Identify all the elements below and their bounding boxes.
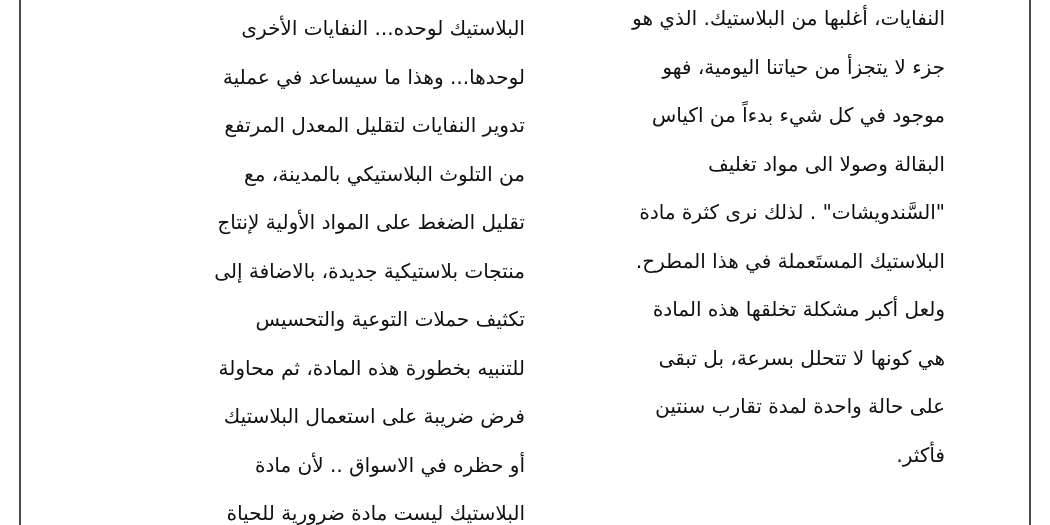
text-line: منتجات بلاستيكية جديدة، بالاضافة إلى <box>214 258 525 283</box>
text-line: النفايات، أغلبها من البلاستيك. الذي هو <box>632 6 945 30</box>
text-line: البلاستيك المستَعملة في هذا المطرح. <box>635 248 945 273</box>
text-line: "السَّندويشات" . لذلك نرى كثرة مادة <box>639 200 945 224</box>
text-line: هي كونها لا تتحلل بسرعة، بل تبقى <box>658 345 945 370</box>
text-line: جزء لا يتجزأ من حياتنا اليومية، فهو <box>662 54 945 79</box>
text-line: البقالة وصولا الى مواد تغليف <box>708 151 945 176</box>
text-line: للتنبيه بخطورة هذه المادة، ثم محاولة <box>218 355 525 380</box>
text-line: فأكثر. <box>896 442 945 467</box>
text-column-right <box>555 0 945 479</box>
text-line: على حالة واحدة لمدة تقارب سنتين <box>655 394 945 418</box>
text-line: فرض ضريبة على استعمال البلاستيك <box>223 404 525 428</box>
text-line: تقليل الضغط على المواد الأولية لإنتاج <box>217 210 525 234</box>
text-line: البلاستيك ليست مادة ضرورية للحياة <box>226 501 525 525</box>
text-line: موجود في كل شيء بدءاً من اكياس <box>651 103 945 127</box>
text-line: أو حظره في الاسواق .. لأن مادة <box>255 452 525 477</box>
text-line: ولعل أكبر مشكلة تخلقها هذه المادة <box>652 297 945 321</box>
text-line: البلاستيك لوحده... النفايات الأخرى <box>241 16 525 40</box>
page-border-left <box>19 0 21 525</box>
text-line: من التلوث البلاستيكي بالمدينة، مع <box>244 161 525 186</box>
text-line: تدوير النفايات لتقليل المعدل المرتفع <box>224 113 525 137</box>
text-line: لوحدها... وهذا ما سيساعد في عملية <box>222 64 525 89</box>
text-column-left <box>100 4 525 525</box>
text-line: تكثيف حملات التوعية والتحسيس <box>255 307 525 331</box>
page-border-right <box>1029 0 1031 525</box>
